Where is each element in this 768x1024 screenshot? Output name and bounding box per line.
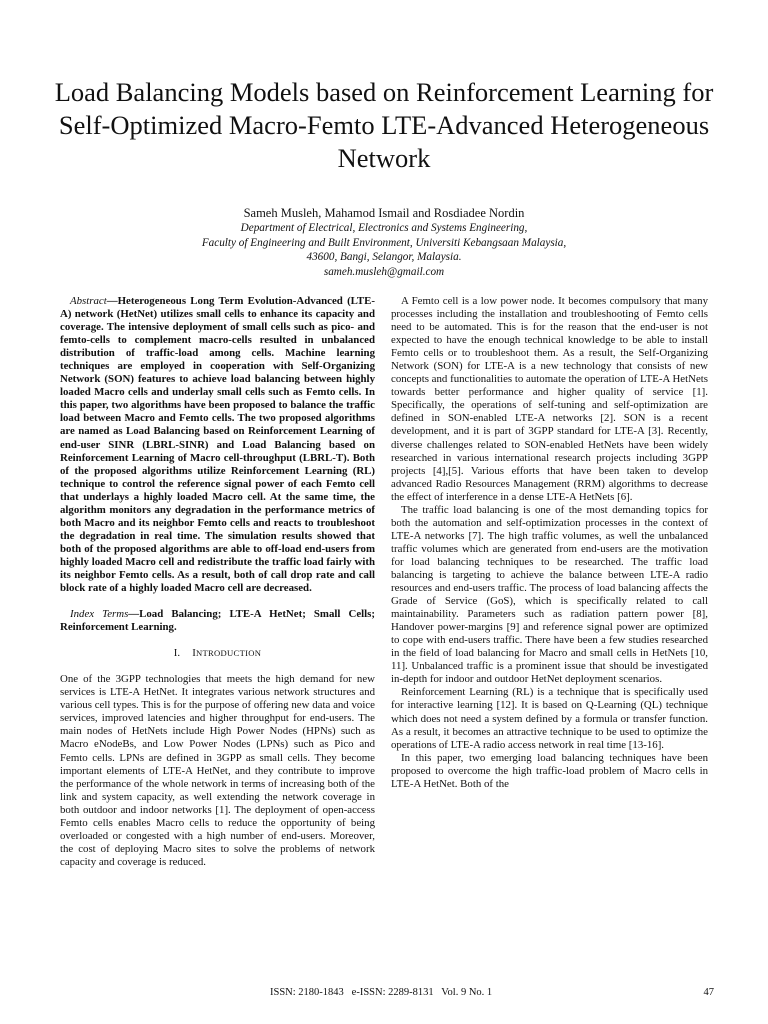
affiliation-block	[40, 221, 728, 279]
affiliation-line: Faculty of Engineering and Built Environment, Universiti Kebangsaan Malaysia,	[201, 236, 567, 249]
section-title-initial: I	[192, 647, 196, 660]
index-terms	[60, 608, 375, 634]
index-terms-label: Index Terms	[70, 608, 129, 621]
footer-issn: ISSN: 2180-1843 e-ISSN: 2289-8131 Vol. 9 No. 1	[270, 987, 493, 998]
paper-title: Load Balancing Models based on Reinforcement Learning for Self-Optimized Macro-Femto LTE-Advanced Heterogeneous Network	[54, 77, 714, 173]
index-terms-text: —Load Balancing; LTE-A HetNet; Small Cells; Reinforcement Learning.	[60, 608, 375, 634]
body-paragraph: One of the 3GPP technologies that meets the high demand for new services is LTE-A HetNet. It integrates various network structures and various cell types. This is for the purpose of offering new data and voice services, improved latencies and higher throughput for end-users. The main nodes of HetNets include High Power Nodes (HPNs) such as Macro eNodeBs, and Low Power Nodes (LPNs) such as Pico and Femto cells. LPNs are defined in 3GPP as small cells. They become important elements of LTE-A HetNet, and they contribute to improve the performance of the whole network in terms of increasing both of the link and system capacity, as well extending the network coverage in both outdoor and indoor networks [1]. The deployment of open-access Femto cells enables Macro cells to reduce the opportunity of being overloaded or congested with a high number of end-users. Moreover, the cost of deploying Macro sites to solve the problems of network capacity and coverage is reduced.	[60, 673, 375, 868]
body-paragraph: The traffic load balancing is one of the most demanding topics for both the automation and self-optimization processes in the context of LTE-A networks [7]. The high traffic volumes, as well the unbalanced traffic volumes which are generated from end-users are the motivation for load balancing techniques to be researched. The traffic load balancing is targeting to achieve the balance between LTE-A radio resources and end-users traffic. The process of load balancing affects the Grade of Service (GoS), which is specifically related to call maintainability. Parameters such as radiation pattern power [8], Handover power-margins [9] and reference signal power are optimized to cope with end-users traffic. There have been a few studies researched in the field of load balancing for Macro and small cells in HetNets [10, 11]. Unbalanced traffic is a prominent issue that should be investigated in-depth for indoor and outdoor HetNet deployment scenarios.	[391, 503, 708, 686]
section-heading-introduction	[60, 647, 375, 660]
body-paragraph: In this paper, two emerging load balancing techniques have been proposed to overcome the high traffic-load problem of Macro cells in LTE-A HetNet. Both of the	[391, 751, 708, 790]
author-list: Sameh Musleh, Mahamod Ismail and Rosdiadee Nordin	[243, 206, 525, 220]
body-paragraph: A Femto cell is a low power node. It becomes compulsory that many processes including the installation and troubleshooting of Femto cells need to be automated. This is for the reason that the end-user is not expected to have the enough technical knowledge to be able to install Femto cells or to troubleshoot them. As a result, the Self-Organizing Network (SON) for LTE-A is a new technology that consists of new concepts and functionalities to automate the operation of LTE-A HetNets towards better performance and higher quality of service [1]. Specifically, the operations of self-tuning and self-optimization are defined in SON-enabled LTE-A networks [2]. SON is a recent development, and it is part of 3GPP standard for LTE-A [3]. Recently, diverse challenges related to SON-enabled HetNets have been widely researched in various international research projects including 3GPP projects [4],[5]. Various efforts that have been taken to develop advanced Radio Resources Management (RRM) algorithms to decrease the effect of interference in a dense LTE-A HetNets [6].	[391, 295, 708, 503]
section-title-rest: NTRODUCTION	[195, 648, 262, 659]
body-paragraph: Reinforcement Learning (RL) is a technique that is specifically used for interactive learning [12]. It is based on Q-Learning (QL) technique which does not need a system defined by a formula or transfer function. As a result, it becomes an attractive technique to be used to optimize the operations of LTE-A radio access network in real time [13-16].	[391, 686, 708, 751]
section-number: I.	[173, 647, 181, 660]
left-column	[60, 295, 375, 869]
affiliation-line: 43600, Bangi, Selangor, Malaysia.	[306, 251, 462, 263]
author-email: sameh.musleh@gmail.com	[323, 265, 445, 278]
affiliation-line: Department of Electrical, Electronics and Systems Engineering,	[240, 222, 528, 234]
abstract	[60, 295, 375, 595]
page-number: 47	[703, 987, 714, 998]
right-column	[391, 295, 708, 791]
abstract-label: Abstract	[70, 295, 107, 307]
abstract-text: —Heterogeneous Long Term Evolution-Advanced (LTE-A) network (HetNet) utilizes small cells to enhance its capacity and coverage. The intensive deployment of small cells such as pico- and femto-cells to complement macro-cells resulted in unbalanced distribution of traffic-load among cells. Machine learning techniques are employed in cooperation with Self-Organizing Network (SON) features to achieve load balancing between highly loaded Macro cells and underlay small cells such as Femto cells. In this paper, two algorithms have been proposed to balance the traffic load between Macro and Femto cells. The two proposed algorithms are named as Load Balancing based on Reinforcement Learning of end-user SINR (LBRL-SINR) and Load Balancing based on Reinforcement Learning of Macro cell-throughput (LBRL-T). Both of the proposed algorithms utilize Reinforcement Learning (RL) technique to control the reference signal power of each Femto cell that underlays a highly loaded Macro cell. At the same time, the algorithm monitors any degradation in the performance metrics of both Macro and its neighbor Femto cells and reacts to troubleshoot the degradation in real time. The simulation results showed that both of the proposed algorithms are able to off-load end-users from highly loaded Macro cell and redistribute the traffic load fairly with its neighbor Femto cells. As a result, both of call drop rate and call block rate of a highly loaded Macro cell are decreased.	[60, 295, 375, 595]
